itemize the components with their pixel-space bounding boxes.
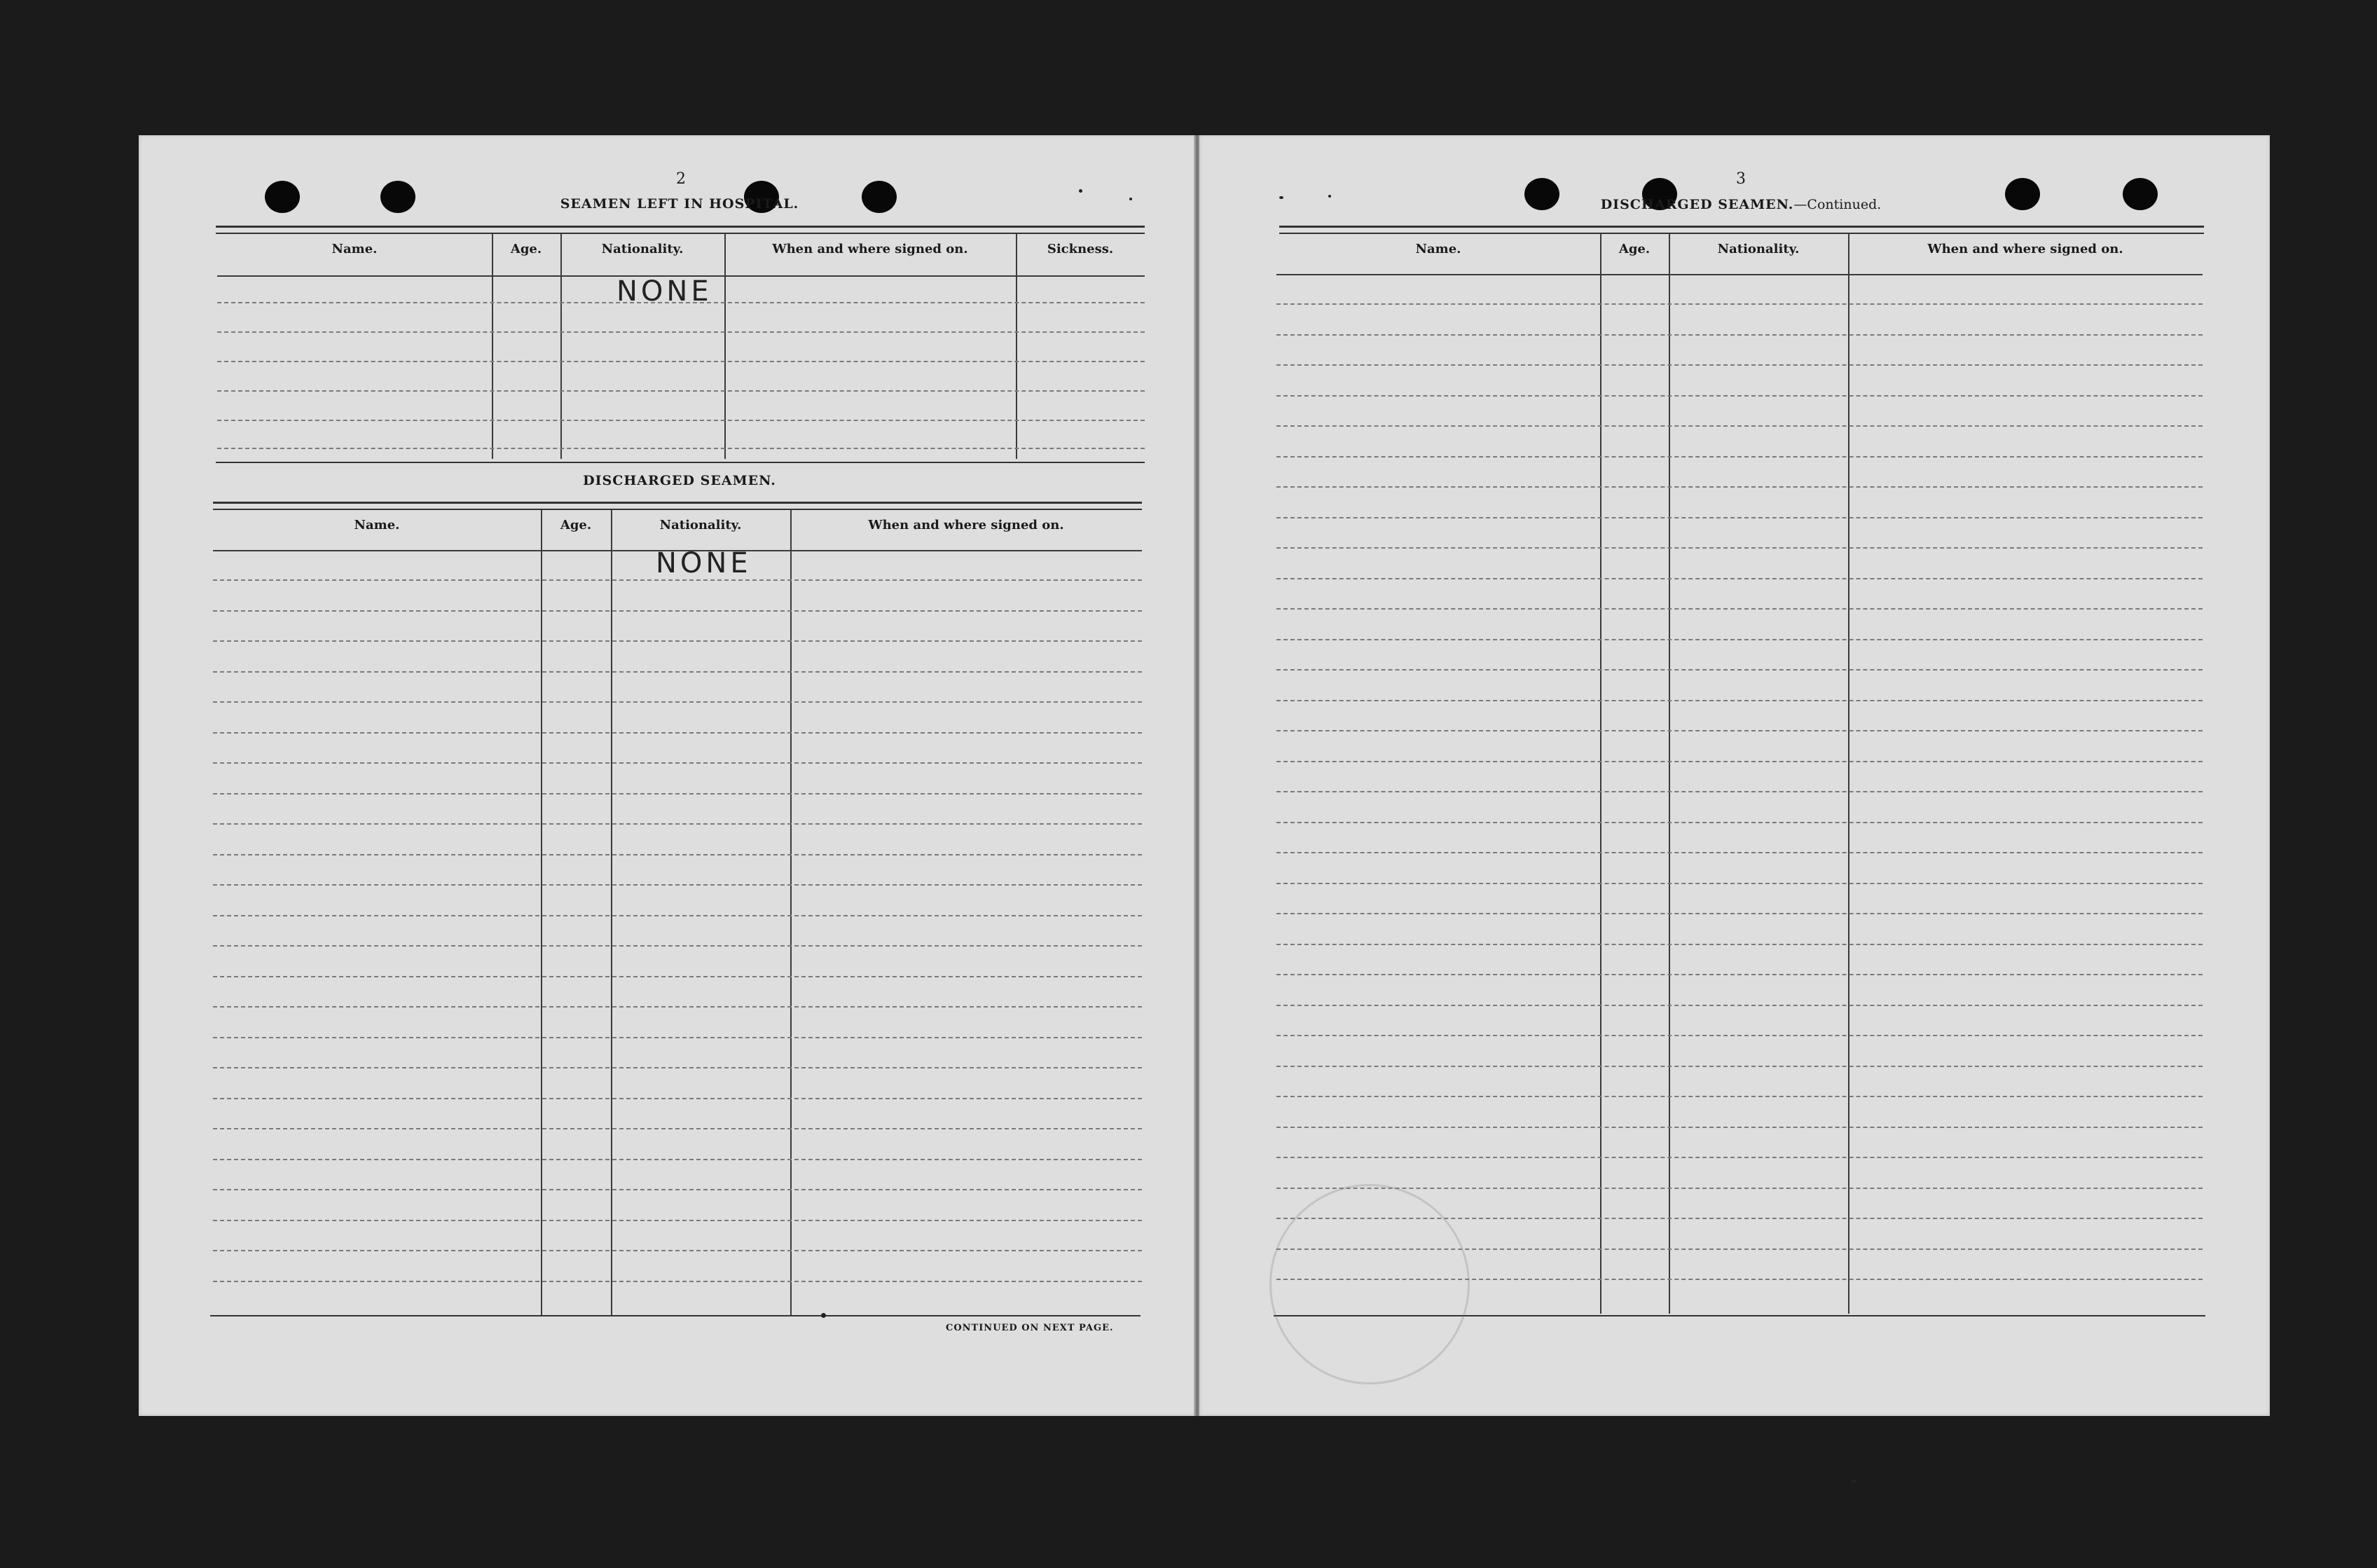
- column-header: When and where signed on.: [772, 242, 968, 256]
- dotted-row-line: [1276, 334, 2203, 336]
- dotted-row-line: [217, 361, 1145, 362]
- column-header: When and where signed on.: [1927, 242, 2123, 256]
- dotted-row-line: [1276, 364, 2203, 366]
- dotted-row-line: [1276, 883, 2203, 884]
- page-number: 2: [676, 170, 686, 188]
- punch-hole: [2005, 178, 2040, 210]
- dotted-row-line: [213, 1067, 1142, 1068]
- column-header: Age.: [510, 242, 542, 256]
- title-text: DISCHARGED SEAMEN.: [1600, 197, 1794, 212]
- dotted-row-line: [1276, 456, 2203, 458]
- dotted-row-line: [1276, 761, 2203, 762]
- discharged-continued-table: [1276, 233, 2203, 1314]
- column-header: Nationality.: [601, 242, 684, 256]
- dotted-row-line: [217, 420, 1145, 421]
- column-header: Sickness.: [1047, 242, 1114, 256]
- dotted-row-line: [213, 640, 1142, 642]
- dotted-row-line: [1276, 913, 2203, 914]
- dotted-row-line: [1276, 517, 2203, 518]
- column-header: When and where signed on.: [868, 518, 1064, 532]
- dotted-row-line: [213, 976, 1142, 977]
- section-rule: [216, 462, 1145, 463]
- dotted-row-line: [1276, 639, 2203, 640]
- dotted-row-line: [213, 1098, 1142, 1099]
- dotted-row-line: [1276, 791, 2203, 792]
- discharged-section-title: DISCHARGED SEAMEN.: [583, 473, 776, 488]
- column-divider: [492, 233, 493, 459]
- dotted-row-line: [213, 1281, 1142, 1282]
- dotted-row-line: [1276, 730, 2203, 731]
- dotted-row-line: [213, 823, 1142, 825]
- dotted-row-line: [213, 579, 1142, 581]
- dotted-row-line: [1276, 578, 2203, 579]
- dotted-row-line: [213, 1220, 1142, 1221]
- column-header: Nationality.: [1717, 242, 1800, 256]
- continued-note: CONTINUED ON NEXT PAGE.: [946, 1323, 1114, 1333]
- column-divider: [541, 509, 542, 1315]
- dotted-row-line: [1276, 974, 2203, 975]
- dotted-row-line: [213, 671, 1142, 673]
- dotted-row-line: [1276, 852, 2203, 853]
- dotted-row-line: [213, 1128, 1142, 1129]
- discharged-continued-title: [1594, 197, 1888, 212]
- punch-hole: [1524, 178, 1559, 210]
- hospital-table: [217, 233, 1145, 459]
- dotted-row-line: [1276, 1096, 2203, 1097]
- column-header: Name.: [331, 242, 378, 256]
- dotted-row-line: [213, 1006, 1142, 1007]
- title-suffix: —Continued.: [1793, 197, 1882, 212]
- column-divider: [1016, 233, 1017, 459]
- handwritten-entry: NONE: [616, 275, 712, 308]
- dotted-row-line: [213, 732, 1142, 734]
- dotted-row-line: [213, 945, 1142, 947]
- dotted-row-line: [213, 854, 1142, 855]
- dotted-row-line: [1276, 669, 2203, 670]
- column-header: Nationality.: [659, 518, 742, 532]
- dotted-row-line: [213, 884, 1142, 886]
- header-underline: [1276, 274, 2203, 275]
- dotted-row-line: [213, 1037, 1142, 1038]
- punch-hole: [380, 181, 415, 213]
- dotted-row-line: [213, 793, 1142, 795]
- column-header: Age.: [560, 518, 592, 532]
- column-header: Name.: [354, 518, 400, 532]
- dotted-row-line: [1276, 822, 2203, 823]
- dotted-row-line: [217, 390, 1145, 392]
- dotted-row-line: [217, 448, 1145, 449]
- dotted-row-line: [1276, 1157, 2203, 1158]
- dotted-row-line: [1276, 395, 2203, 397]
- dotted-row-line: [1276, 700, 2203, 701]
- dotted-row-line: [1276, 1066, 2203, 1067]
- dotted-row-line: [1276, 425, 2203, 427]
- dotted-row-line: [213, 1250, 1142, 1251]
- dotted-row-line: [213, 915, 1142, 916]
- column-divider: [790, 509, 792, 1315]
- dotted-row-line: [213, 762, 1142, 764]
- speck: [1328, 195, 1331, 198]
- speck: [1079, 189, 1082, 193]
- page-number: 3: [1736, 170, 1746, 188]
- column-divider: [724, 233, 726, 459]
- dotted-row-line: [1276, 547, 2203, 549]
- dotted-row-line: [1276, 608, 2203, 610]
- punch-hole: [2123, 178, 2158, 210]
- punch-hole: [862, 181, 897, 213]
- dotted-row-line: [1276, 1127, 2203, 1128]
- speck: [1851, 1480, 1856, 1483]
- bottom-rule: [210, 1315, 1141, 1316]
- punch-hole: [265, 181, 300, 213]
- column-divider: [611, 509, 612, 1315]
- column-divider: [560, 233, 562, 459]
- hospital-section-title: SEAMEN LEFT IN HOSPITAL.: [560, 196, 799, 212]
- speck: [1129, 198, 1132, 200]
- column-header: Age.: [1618, 242, 1651, 256]
- dotted-row-line: [217, 331, 1145, 333]
- dotted-row-line: [1276, 1188, 2203, 1189]
- dotted-row-line: [213, 1189, 1142, 1190]
- dotted-row-line: [213, 610, 1142, 612]
- faded-stamp: [1269, 1184, 1470, 1384]
- speck: [821, 1313, 826, 1318]
- dotted-row-line: [213, 1159, 1142, 1160]
- dotted-row-line: [213, 701, 1142, 703]
- speck: [1279, 196, 1283, 199]
- dotted-row-line: [1276, 944, 2203, 945]
- column-header: Name.: [1415, 242, 1461, 256]
- dotted-row-line: [1276, 1005, 2203, 1006]
- dotted-row-line: [1276, 1035, 2203, 1036]
- dotted-row-line: [1276, 486, 2203, 488]
- discharged-table: [213, 509, 1142, 1315]
- handwritten-entry: NONE: [656, 547, 752, 579]
- dotted-row-line: [1276, 303, 2203, 305]
